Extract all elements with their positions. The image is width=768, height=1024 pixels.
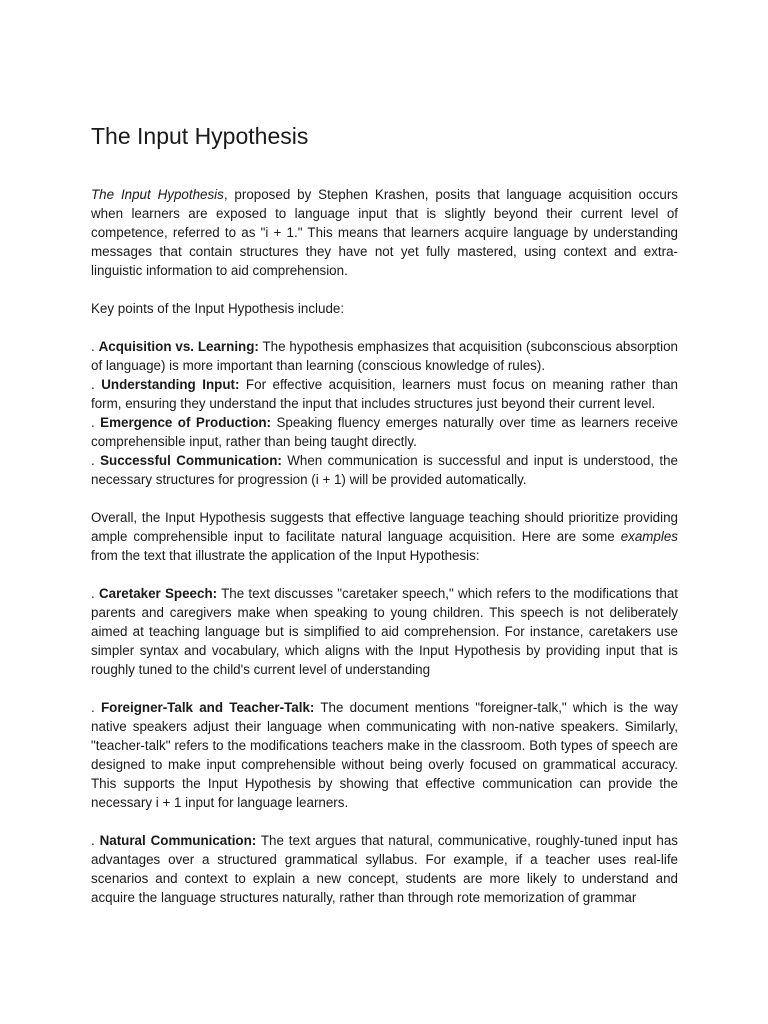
key-point-text: Speaking fluency emerges naturally over time as learners receive comprehensible input, rather than being taught directly. — [91, 415, 678, 449]
key-point-label: Successful Communication: — [100, 453, 282, 468]
spacer — [91, 812, 678, 831]
example-text: The text argues that natural, communicative, roughly-tuned input has advantages over a structured grammatical syllabus. For example, if a teacher uses real-life scenarios and context to explain a new concept, students are more likely to understand and acquire the language structures naturally, rather than through rote memorization of grammar — [91, 833, 678, 905]
key-point-text: When communication is successful and input is understood, the necessary structures for progression (i + 1) will be provided automatically. — [91, 453, 678, 487]
intro-paragraph — [91, 185, 678, 280]
bullet: . — [91, 339, 99, 354]
example-item — [91, 831, 678, 907]
bullet: . — [91, 377, 102, 392]
spacer — [91, 565, 678, 584]
key-point-item — [91, 337, 678, 375]
example-label: Caretaker Speech: — [98, 586, 218, 601]
bullet: . — [91, 700, 101, 715]
key-point-label: Understanding Input: — [101, 377, 240, 392]
key-point-item — [91, 451, 678, 489]
key-point-text: The hypothesis emphasizes that acquisition (subconscious absorption of language) is more important than learning (conscious knowledge of rules). — [91, 339, 678, 373]
overall-text-before: Overall, the Input Hypothesis suggests that effective language teaching should prioritize providing ample comprehensible input to facilitate natural language acquisition. Here are some — [91, 510, 678, 544]
key-point-text: For effective acquisition, learners must focus on meaning rather than form, ensuring they understand the input that includes structures just beyond their current level. — [91, 377, 678, 411]
example-item — [91, 584, 678, 679]
key-point-label: Acquisition vs. Learning: — [98, 339, 259, 354]
page-title: The Input Hypothesis — [91, 123, 309, 149]
spacer — [91, 318, 678, 337]
spacer — [91, 280, 678, 299]
example-text: The document mentions "foreigner-talk," which is the way native speakers adjust their language when communicating with non-native speakers. Similarly, "teacher-talk" refers to the modifications teachers make in the classroom. Both types of speech are designed to make input comprehensible without being overly focused on grammatical accuracy. This supports the Input Hypothesis by showing that effective communication can provide the necessary i + 1 input for language learners. — [91, 700, 678, 810]
example-label: Natural Communication: — [99, 833, 257, 848]
key-point-item — [91, 375, 678, 413]
bullet: . — [91, 833, 100, 848]
key-point-item — [91, 413, 678, 451]
overall-italic: examples — [620, 529, 678, 544]
example-label: Foreigner-Talk and Teacher-Talk: — [100, 700, 315, 715]
overall-paragraph — [91, 508, 678, 565]
key-point-label: Emergence of Production: — [100, 415, 272, 430]
spacer — [91, 489, 678, 508]
bullet: . — [91, 586, 99, 601]
intro-lead-italic: The Input Hypothesis — [91, 187, 224, 202]
bullet: . — [91, 453, 101, 468]
key-points-heading: Key points of the Input Hypothesis include: — [91, 301, 345, 316]
overall-text-after: from the text that illustrate the application of the Input Hypothesis: — [91, 548, 480, 563]
example-item — [91, 698, 678, 812]
spacer — [91, 679, 678, 698]
bullet: . — [91, 415, 101, 430]
example-text: The text discusses "caretaker speech," which refers to the modifications that parents and caregivers make when speaking to young children. This speech is not deliberately aimed at teaching language but is simplified to aid comprehension. For instance, caretakers use simpler syntax and vocabulary, which aligns with the Input Hypothesis by providing input that is roughly tuned to the child's current level of understanding — [91, 586, 678, 677]
intro-text: , proposed by Stephen Krashen, posits that language acquisition occurs when learners are exposed to language input that is slightly beyond their current level of competence, referred to as "i + 1." This means that learners acquire language by understanding messages that contain structures they have not yet fully mastered, using context and extra-linguistic information to aid comprehension. — [91, 187, 678, 278]
